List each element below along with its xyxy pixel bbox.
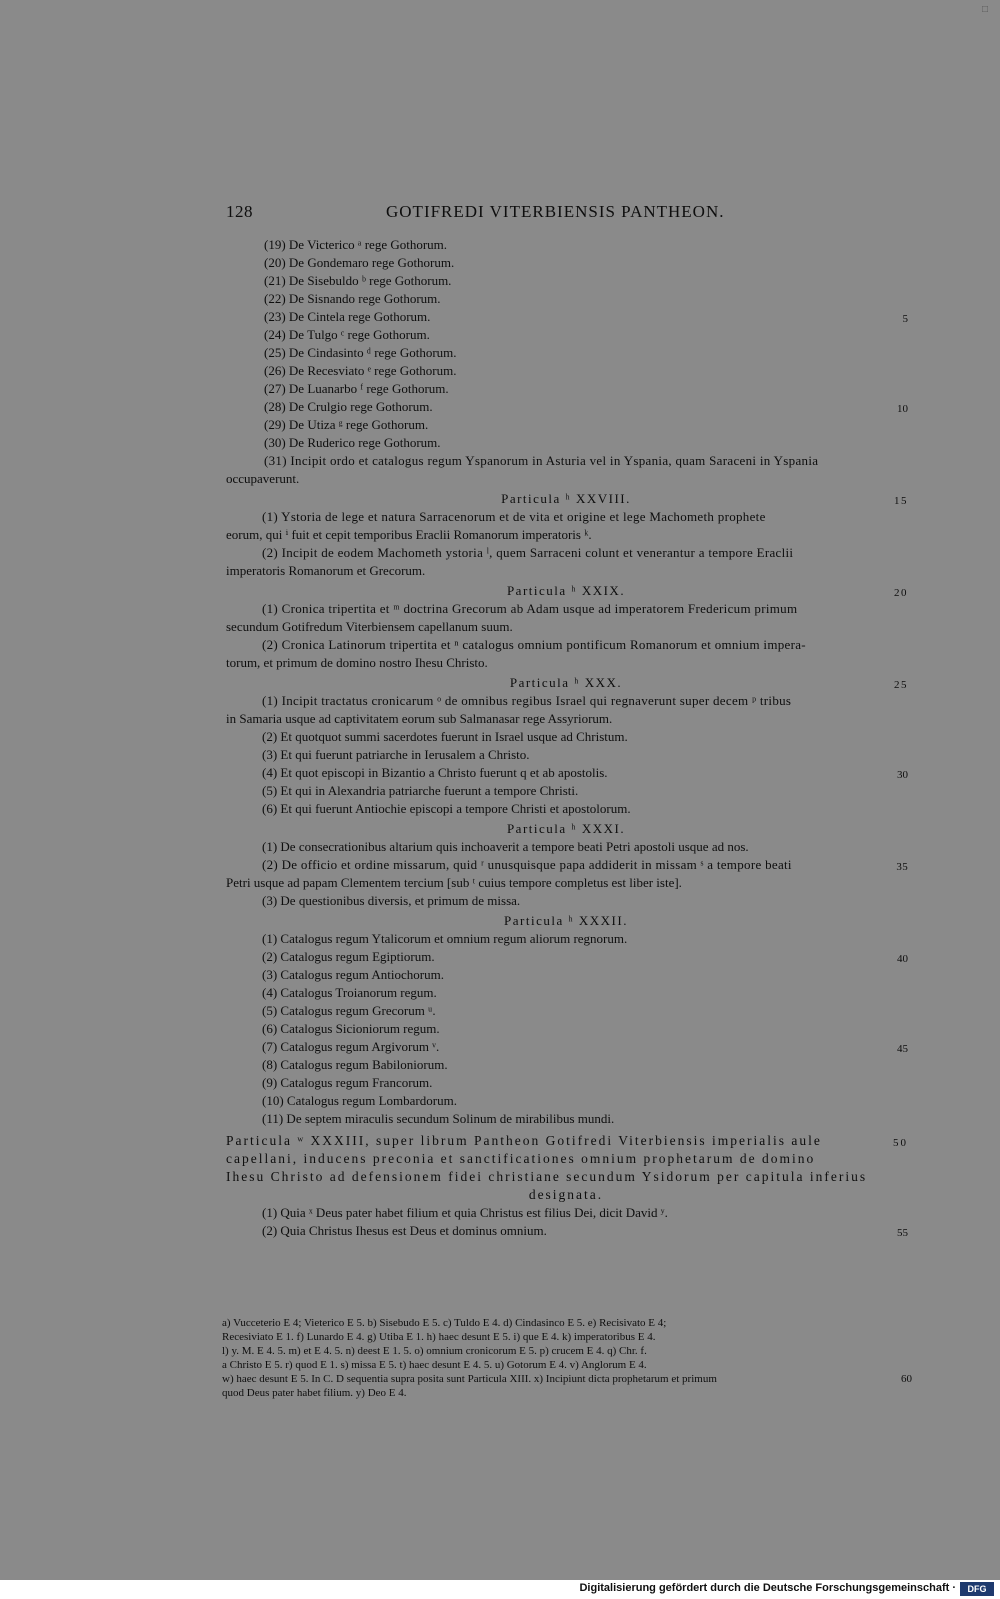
line-number: 5 bbox=[902, 313, 908, 325]
text-line bbox=[226, 764, 906, 782]
text-line bbox=[226, 948, 906, 966]
line-text: imperatoris Romanorum et Grecorum. bbox=[226, 563, 426, 578]
text-line bbox=[226, 452, 906, 470]
footnote-text: w) haec desunt E 5. In C. D sequentia supra posita sunt Particula XIII. x) Incipiunt dicta prophetarum et primum bbox=[222, 1373, 717, 1385]
text-line bbox=[226, 434, 906, 452]
text-line bbox=[226, 930, 906, 948]
line-text: (25) De Cindasinto ᵈ rege Gothorum. bbox=[264, 345, 457, 360]
line-text: Particula ʷ XXXIII, super librum Pantheon Gotifredi Viterbiensis imperialis aule bbox=[226, 1133, 822, 1148]
dfg-logo: DFG bbox=[960, 1582, 994, 1596]
footer-bar bbox=[0, 1580, 1000, 1599]
text-line bbox=[226, 1020, 906, 1038]
line-text: (9) Catalogus regum Francorum. bbox=[262, 1075, 433, 1090]
line-text: (31) Incipit ordo et catalogus regum Yspanorum in Asturia vel in Yspania, quam Saraceni in Yspania bbox=[264, 453, 819, 468]
text-line bbox=[226, 272, 906, 290]
line-number: 45 bbox=[897, 1043, 908, 1055]
text-line bbox=[226, 236, 906, 254]
text-line bbox=[226, 344, 906, 362]
text-line bbox=[226, 800, 906, 818]
line-text: (2) Quia Christus Ihesus est Deus et dominus omnium. bbox=[262, 1223, 547, 1238]
line-text: (2) Incipit de eodem Machometh ystoria ˡ, quem Sarraceni colunt et venerantur a tempore Eraclii bbox=[262, 545, 794, 560]
line-number: 55 bbox=[897, 1227, 908, 1239]
line-text: eorum, qui ⁱ fuit et cepit temporibus Eraclii Romanorum imperatoris ᵏ. bbox=[226, 527, 592, 542]
line-text: Petri usque ad papam Clementem tercium [sub ᵗ cuius tempore completus est liber iste]. bbox=[226, 875, 682, 890]
line-text: (20) De Gondemaro rege Gothorum. bbox=[264, 255, 455, 270]
line-number: 60 bbox=[901, 1373, 912, 1385]
text-line bbox=[226, 674, 906, 692]
line-text: (2) Et quotquot summi sacerdotes fuerunt in Israel usque ad Christum. bbox=[262, 729, 628, 744]
line-text: Ihesu Christo ad defensionem fidei christiane secundum Ysidorum per capitula inferius bbox=[226, 1169, 868, 1184]
footnote-text: quod Deus pater habet filium. y) Deo E 4. bbox=[222, 1387, 407, 1399]
line-text: occupaverunt. bbox=[226, 471, 300, 486]
footnote-line bbox=[222, 1358, 912, 1372]
line-text: (2) Cronica Latinorum tripertita et ⁿ catalogus omnium pontificum Romanorum et omnium impera- bbox=[262, 637, 806, 652]
text-line bbox=[226, 912, 906, 930]
text-line bbox=[226, 490, 906, 508]
text-line bbox=[226, 1132, 906, 1150]
line-text: (5) Et qui in Alexandria patriarche fuerunt a tempore Christi. bbox=[262, 783, 579, 798]
line-number: 15 bbox=[894, 495, 908, 507]
line-text: (4) Catalogus Troianorum regum. bbox=[262, 985, 437, 1000]
text-line bbox=[226, 1186, 906, 1204]
text-line bbox=[226, 820, 906, 838]
line-text: (10) Catalogus regum Lombardorum. bbox=[262, 1093, 457, 1108]
line-text: (29) De Utiza ᵍ rege Gothorum. bbox=[264, 417, 429, 432]
text-line bbox=[226, 1092, 906, 1110]
line-number: 40 bbox=[897, 953, 908, 965]
text-line bbox=[226, 654, 906, 672]
line-number: 10 bbox=[897, 403, 908, 415]
line-text: Particula ʰ XXX. bbox=[509, 675, 623, 690]
text-line bbox=[226, 874, 906, 892]
footnote-line bbox=[222, 1316, 912, 1330]
line-text: (23) De Cintela rege Gothorum. bbox=[264, 309, 431, 324]
line-text: (22) De Sisnando rege Gothorum. bbox=[264, 291, 441, 306]
text-line bbox=[226, 636, 906, 654]
text-line bbox=[226, 984, 906, 1002]
text-line bbox=[226, 326, 906, 344]
line-number: 35 bbox=[896, 861, 908, 873]
line-text: (1) Quia ˣ Deus pater habet filium et quia Christus est filius Dei, dicit David ʸ. bbox=[262, 1205, 668, 1220]
footnote-text: l) y. M. E 4. 5. m) et E 4. 5. n) deest E 1. 5. o) omnium cronicorum E 5. p) crucem E 4. q) Chr. f. bbox=[222, 1345, 647, 1357]
line-number: 50 bbox=[893, 1137, 908, 1149]
line-text: (21) De Sisebuldo ᵇ rege Gothorum. bbox=[264, 273, 452, 288]
line-text: (6) Et qui fuerunt Antiochie episcopi a tempore Christi et apostolorum. bbox=[262, 801, 631, 816]
text-line bbox=[226, 562, 906, 580]
text-line bbox=[226, 380, 906, 398]
text-line bbox=[226, 362, 906, 380]
corner-mark: □ bbox=[982, 4, 989, 15]
text-line bbox=[226, 782, 906, 800]
text-line bbox=[226, 526, 906, 544]
text-line bbox=[226, 1222, 906, 1240]
line-text: (5) Catalogus regum Grecorum ᵘ. bbox=[262, 1003, 436, 1018]
line-text: (7) Catalogus regum Argivorum ᵛ. bbox=[262, 1039, 440, 1054]
text-line bbox=[226, 1074, 906, 1092]
text-line bbox=[226, 1056, 906, 1074]
line-text: (1) Ystoria de lege et natura Sarracenorum et de vita et origine et lege Machometh prophete bbox=[262, 509, 766, 524]
line-text: (3) De questionibus diversis, et primum de missa. bbox=[262, 893, 521, 908]
line-text: Particula ʰ XXXI. bbox=[506, 821, 626, 836]
line-text: (1) De consecrationibus altarium quis inchoaverit a tempore beati Petri apostoli usque ad nos. bbox=[262, 839, 749, 854]
line-text: (2) De officio et ordine missarum, quid ʳ unusquisque papa addiderit in missam ˢ a tempore beati bbox=[262, 857, 792, 872]
line-text: (4) Et quot episcopi in Bizantio a Christo fuerunt q et ab apostolis. bbox=[262, 765, 608, 780]
line-text: (1) Catalogus regum Ytalicorum et omnium regum aliorum regnorum. bbox=[262, 931, 628, 946]
funding-credit: Digitalisierung gefördert durch die Deutsche Forschungsgemeinschaft · bbox=[579, 1582, 956, 1594]
text-line bbox=[226, 544, 906, 562]
line-text: (1) Incipit tractatus cronicarum ᵒ de omnibus regibus Israel qui regnaverunt super decem ᵖ tribus bbox=[262, 693, 792, 708]
text-line bbox=[226, 470, 906, 488]
text-line bbox=[226, 508, 906, 526]
line-text: Particula ʰ XXIX. bbox=[506, 583, 626, 598]
footnote-text: a Christo E 5. r) quod E 1. s) missa E 5. t) haec desunt E 4. 5. u) Gotorum E 4. v) Anglorum E 4. bbox=[222, 1359, 647, 1371]
line-text: (30) De Ruderico rege Gothorum. bbox=[264, 435, 441, 450]
text-line bbox=[226, 290, 906, 308]
main-text bbox=[226, 236, 906, 1240]
text-line bbox=[226, 710, 906, 728]
text-line bbox=[226, 1168, 906, 1186]
line-text: (3) Catalogus regum Antiochorum. bbox=[262, 967, 444, 982]
text-line bbox=[226, 398, 906, 416]
text-line bbox=[226, 308, 906, 326]
text-line bbox=[226, 966, 906, 984]
line-number: 20 bbox=[894, 587, 908, 599]
text-line bbox=[226, 1110, 906, 1128]
line-text: (11) De septem miraculis secundum Solinum de mirabilibus mundi. bbox=[262, 1111, 615, 1126]
page-title: GOTIFREDI VITERBIENSIS PANTHEON. bbox=[386, 202, 725, 221]
running-header bbox=[226, 202, 916, 228]
text-line bbox=[226, 838, 906, 856]
text-line bbox=[226, 856, 906, 874]
footnote-line bbox=[222, 1386, 912, 1400]
text-line bbox=[226, 416, 906, 434]
footnotes bbox=[222, 1316, 912, 1400]
text-line bbox=[226, 254, 906, 272]
line-text: (8) Catalogus regum Babiloniorum. bbox=[262, 1057, 448, 1072]
line-text: secundum Gotifredum Viterbiensem capellanum suum. bbox=[226, 619, 513, 634]
text-line bbox=[226, 746, 906, 764]
text-line bbox=[226, 600, 906, 618]
line-text: torum, et primum de domino nostro Ihesu Christo. bbox=[226, 655, 488, 670]
text-line bbox=[226, 892, 906, 910]
line-text: (3) Et qui fuerunt patriarche in Ierusalem a Christo. bbox=[262, 747, 530, 762]
line-text: capellani, inducens preconia et sanctificationes omnium prophetarum de domino bbox=[226, 1151, 816, 1166]
page-number: 128 bbox=[226, 202, 253, 221]
line-number: 30 bbox=[897, 769, 908, 781]
line-text: in Samaria usque ad captivitatem eorum sub Salmanasar rege Assyriorum. bbox=[226, 711, 613, 726]
line-text: (28) De Crulgio rege Gothorum. bbox=[264, 399, 433, 414]
line-text: (26) De Recesviato ᵉ rege Gothorum. bbox=[264, 363, 457, 378]
line-text: (6) Catalogus Sicioniorum regum. bbox=[262, 1021, 440, 1036]
text-line bbox=[226, 582, 906, 600]
footnote-line bbox=[222, 1330, 912, 1344]
text-line bbox=[226, 1204, 906, 1222]
text-line bbox=[226, 728, 906, 746]
line-number: 25 bbox=[894, 679, 908, 691]
line-text: (1) Cronica tripertita et ᵐ doctrina Grecorum ab Adam usque ad imperatorem Fredericum primum bbox=[262, 601, 798, 616]
line-text: (19) De Victerico ᵃ rege Gothorum. bbox=[264, 237, 448, 252]
line-text: designata. bbox=[528, 1187, 604, 1202]
line-text: Particula ʰ XXVIII. bbox=[501, 491, 631, 506]
line-text: (27) De Luanarbo ᶠ rege Gothorum. bbox=[264, 381, 449, 396]
line-text: (2) Catalogus regum Egiptiorum. bbox=[262, 949, 435, 964]
footnote-text: Recesiviato E 1. f) Lunardo E 4. g) Utiba E 1. h) haec desunt E 5. i) que E 4. k) imperatoribus E 4. bbox=[222, 1331, 656, 1343]
text-line bbox=[226, 618, 906, 636]
footnote-line bbox=[222, 1372, 912, 1386]
line-text: Particula ʰ XXXII. bbox=[504, 913, 628, 928]
footnote-text: a) Vucceterio E 4; Vieterico E 5. b) Sisebudo E 5. c) Tuldo E 4. d) Cindasinco E 5. e) Recisivato E 4; bbox=[222, 1317, 667, 1329]
text-line bbox=[226, 1038, 906, 1056]
text-line bbox=[226, 1150, 906, 1168]
line-text: (24) De Tulgo ᶜ rege Gothorum. bbox=[264, 327, 430, 342]
text-line bbox=[226, 1002, 906, 1020]
text-line bbox=[226, 692, 906, 710]
footnote-line bbox=[222, 1344, 912, 1358]
